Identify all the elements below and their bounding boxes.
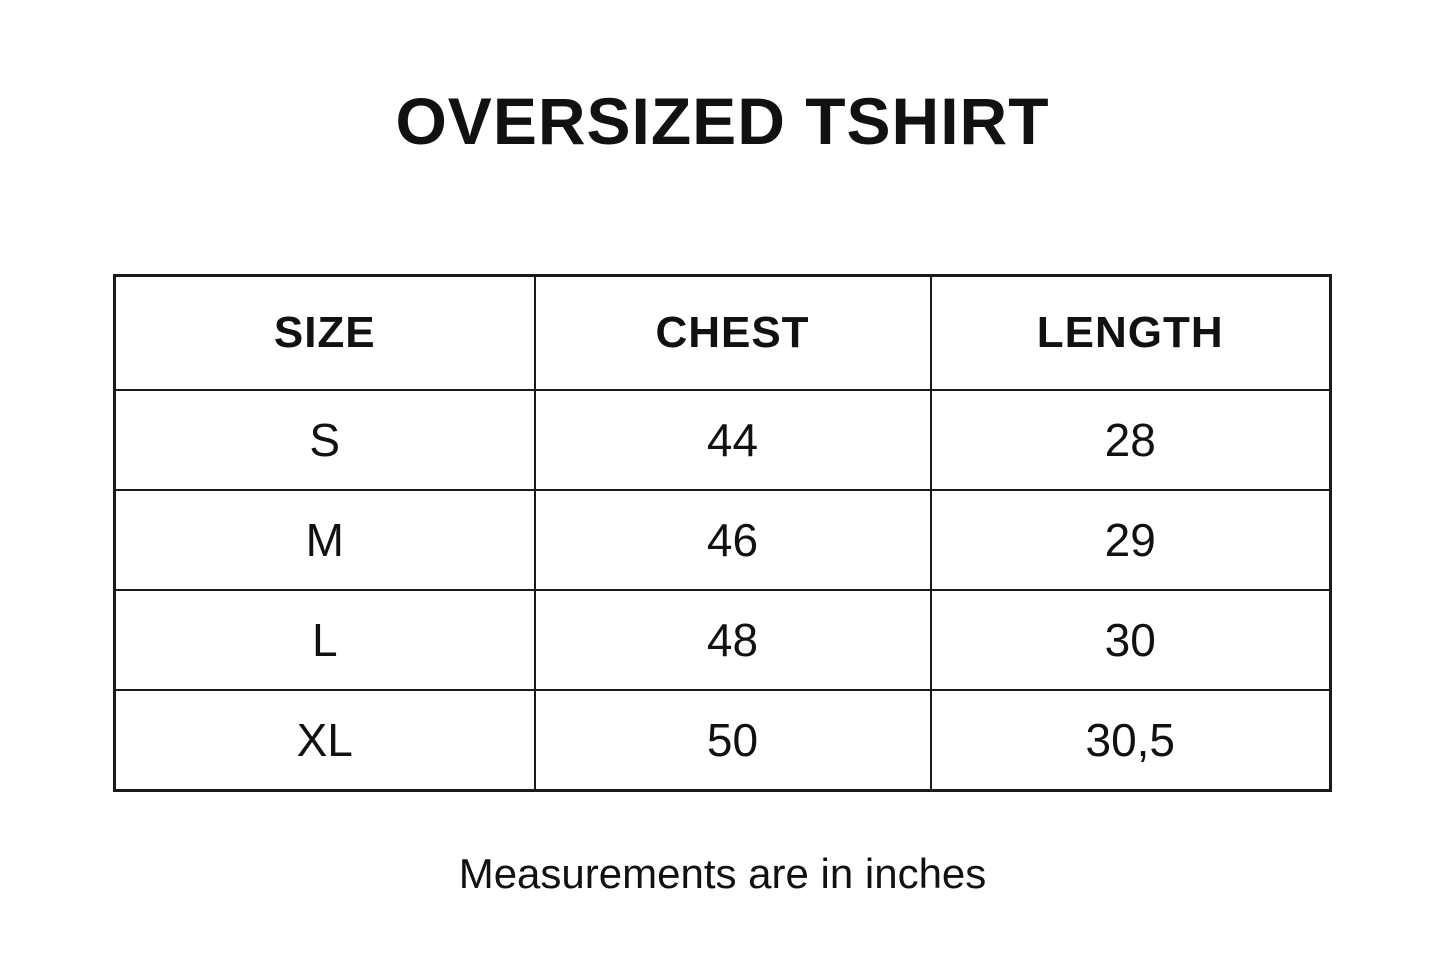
units-note: Measurements are in inches <box>458 850 987 898</box>
size-chart-table-header <box>115 276 1331 391</box>
table-cell: M <box>115 490 535 590</box>
table-row-size-s <box>115 390 1331 490</box>
table-row-size-m <box>115 490 1331 590</box>
table-cell: 48 <box>535 590 931 690</box>
page-title: OVERSIZED TSHIRT <box>395 84 1050 158</box>
table-cell: 30 <box>931 590 1331 690</box>
table-cell: L <box>115 590 535 690</box>
table-cell: XL <box>115 690 535 791</box>
table-header-row <box>115 276 1331 391</box>
table-cell: 50 <box>535 690 931 791</box>
size-chart-table-body <box>115 390 1331 791</box>
table-cell: 46 <box>535 490 931 590</box>
table-cell: 28 <box>931 390 1331 490</box>
table-row-size-l <box>115 590 1331 690</box>
column-header-chest: CHEST <box>535 276 931 391</box>
table-row-size-xl <box>115 690 1331 791</box>
column-header-length: LENGTH <box>931 276 1331 391</box>
table-cell: 44 <box>535 390 931 490</box>
table-cell: 30,5 <box>931 690 1331 791</box>
table-cell: S <box>115 390 535 490</box>
column-header-size: SIZE <box>115 276 535 391</box>
table-cell: 29 <box>931 490 1331 590</box>
size-chart-table <box>113 274 1332 792</box>
